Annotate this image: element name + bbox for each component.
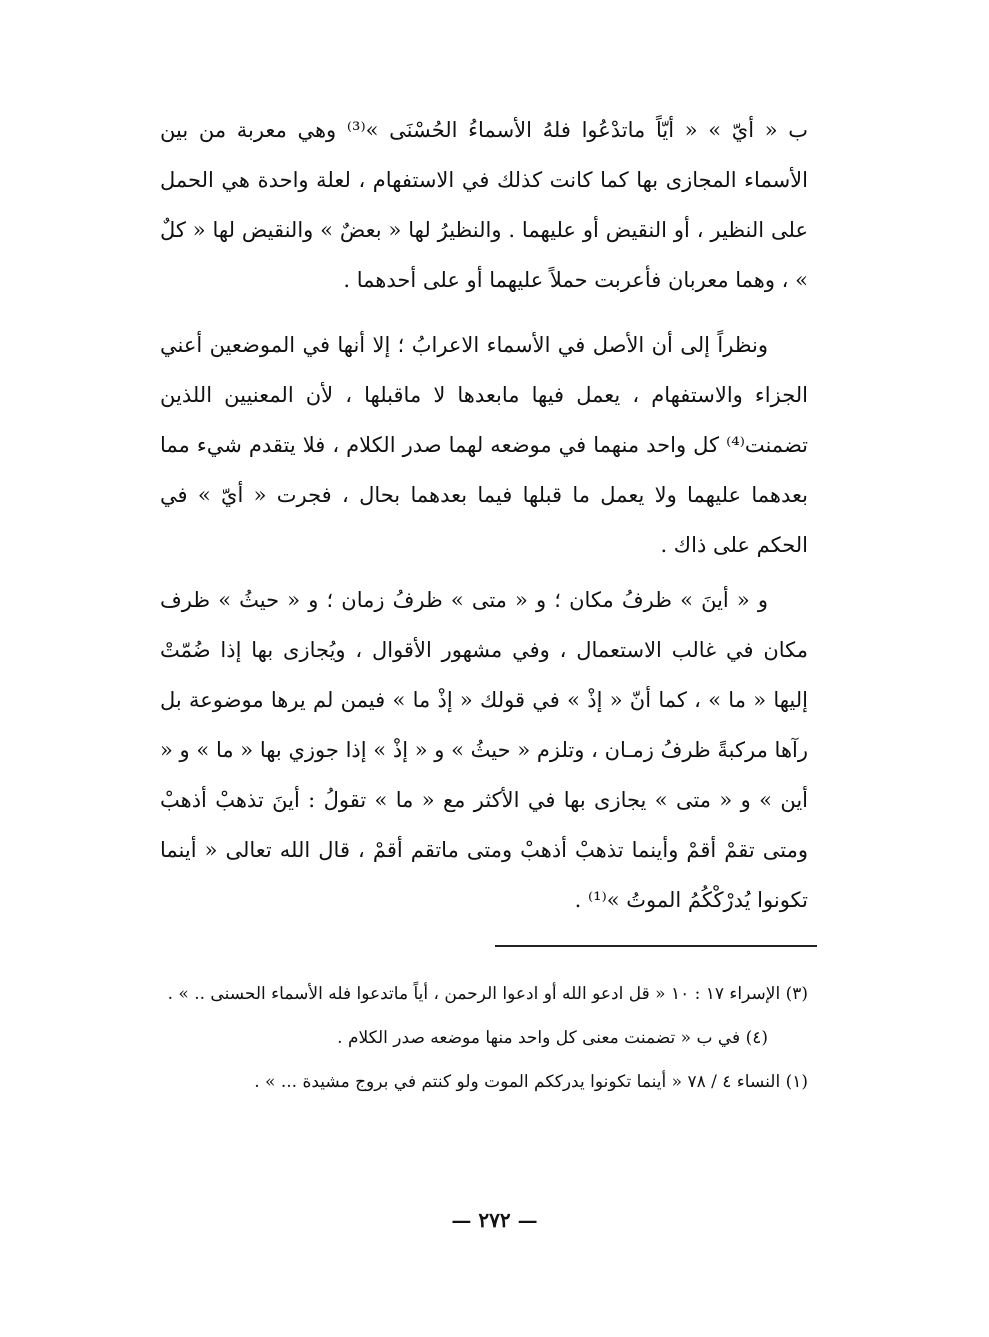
- footnote-3: (٣) الإسراء ١٧ : ١٠ « قل ادعو الله أو ادعوا الرحمن ، أياً ماتدعوا فله الأسماء الحسنى .. » .: [167, 984, 808, 1004]
- body-paragraph-3: و « أينَ » ظرفُ مكان ؛ و « متى » ظرفُ زمان ؛ و « حيثُ » ظرف مكان في غالب الاستعمال ، وفي مشهور الأقوال ، ويُجازى بها إذا ضُمّتْ إليها « ما » ، كما أنّ « إذْ » في قولك « إذْ ما » فيمن لم يرها موضوعة بل رآها مركبةً ظرفُ زمـان ، وتلزم « حيثُ » و « إذْ » إذا جوزي بها « ما » و « أين » و « متى » يجازى بها في الأكثر مع « ما » تقولُ : أينَ تذهبْ أذهبْ ومتى تقمْ أقمْ وأينما تذهبْ أذهبْ ومتى ماتقم أقمْ ، قال الله تعالى « أينما تكونوا يُدرْكْكُمُ الموتُ »⁽¹⁾ .: [160, 588, 808, 912]
- footnote-1: (١) النساء ٤ / ٧٨ « أينما تكونوا يدرككم الموت ولو كنتم في بروج مشيدة ... » .: [254, 1072, 808, 1092]
- footnote-4: (٤) في ب « تضمنت معنى كل واحد منها موضعه صدر الكلام .: [337, 1028, 768, 1048]
- body-paragraph-2: ونظراً إلى أن الأصل في الأسماء الاعرابُ ؛ إلا أنها في الموضعين أعني الجزاء والاستفهام ، يعمل فيها مابعدها لا ماقبلها ، لأن المعنيين اللذين تضمنت⁽⁴⁾ كل واحد منهما في موضعه لهما صدر الكلام ، فلا يتقدم شيء مما بعدهما عليهما ولا يعمل ما قبلها فيما بعدهما بحال ، فجرت « أيّ » في الحكم على ذاك .: [160, 333, 808, 557]
- footnote-separator: [495, 945, 817, 947]
- body-paragraph-1: ب « أيّ » « أيّاً ماتدْعُوا فلهُ الأسماءُ الحُسْنَى »⁽³⁾ وهي معربة من بين الأسماء المجازى بها كما كانت كذلك في الاستفهام ، لعلة واحدة هي الحمل على النظير ، أو النقيض أو عليهما . والنظيرُ لها « بعضٌ » والنقيض لها « كلٌ » ، وهما معربان فأعربت حملاً عليهما أو على أحدهما .: [160, 118, 808, 292]
- footnotes-section: [160, 975, 808, 1107]
- page-number: — ٢٧٢ —: [451, 1208, 538, 1232]
